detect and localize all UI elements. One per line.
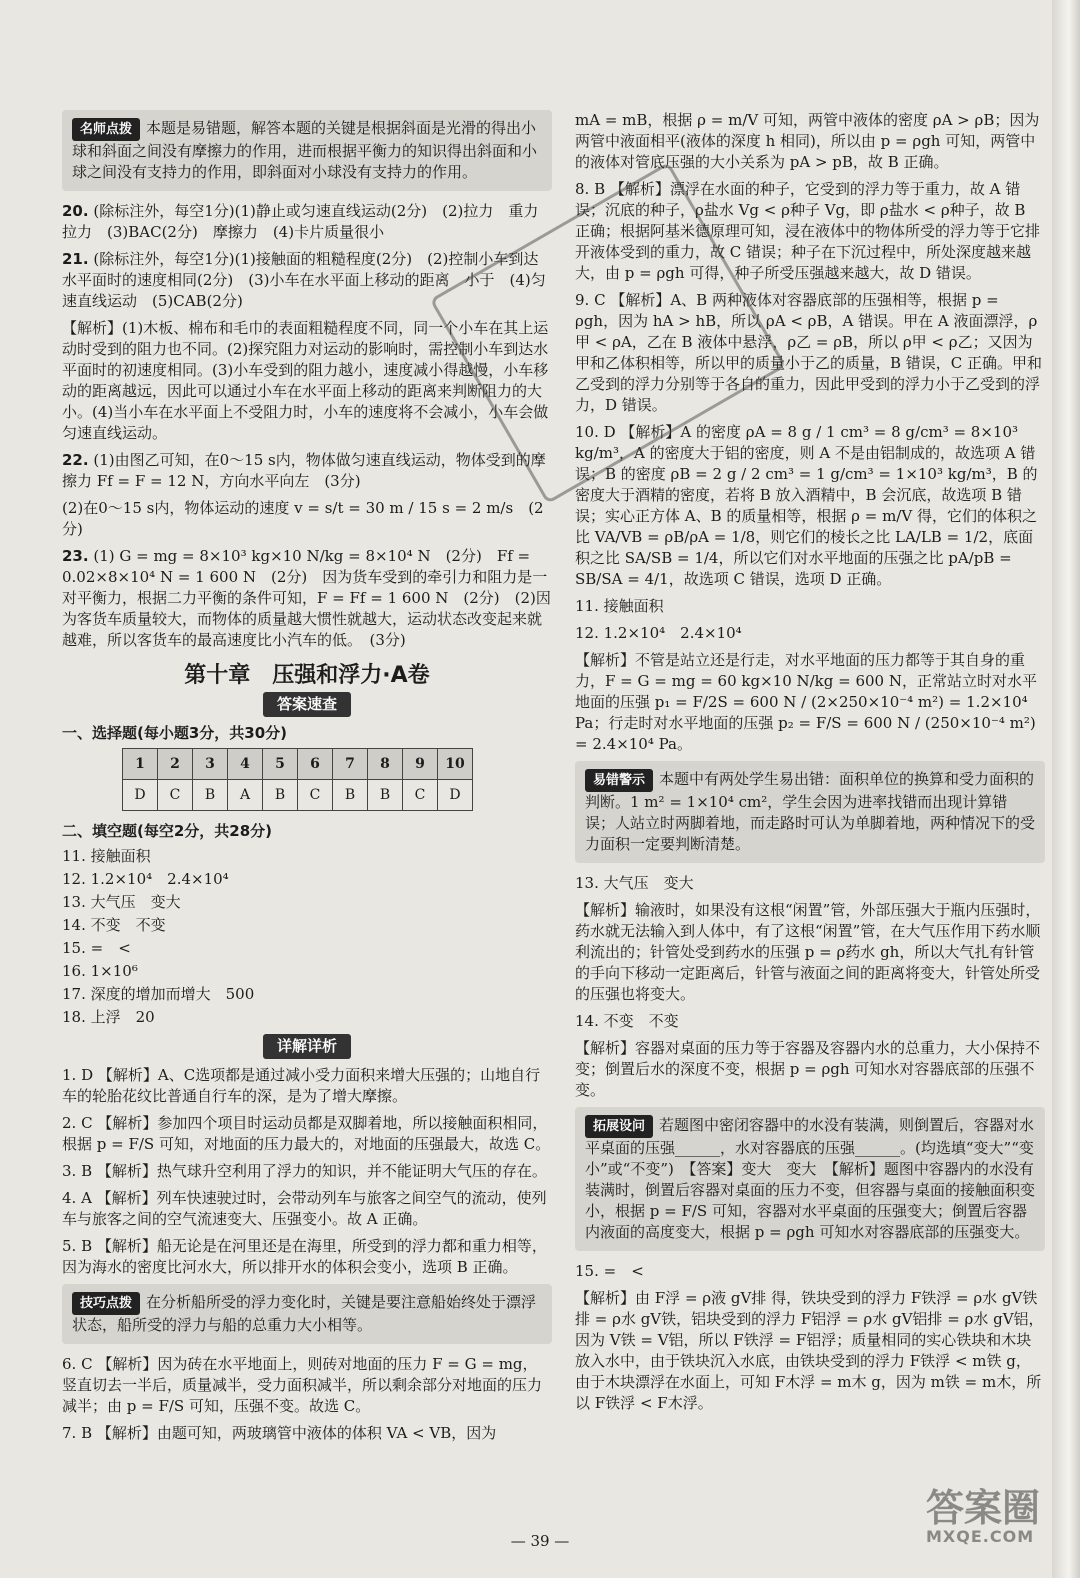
item-text: 【解析】(1)木板、棉布和毛巾的表面粗糙程度不同，同一个小车在其上运动时受到的阻力也不同。(2)探究阻力对运动的影响时，需控制小车到达水平面时的初速度相同。(3)小车受到的阻力越小，速度减小得越慢，小车移动的距离越远，因此可以通过小车在水平面上移动的距离来判断阻力的大小。(4)当小车在水平面上不受阻力时，小车的速度将不会减小，小车会做匀速直线运动。 <box>62 319 549 442</box>
table-cell: C <box>298 780 333 811</box>
explain-item: mA = mB，根据 ρ = m/V 可知，两管中液体的密度 ρA > ρB；因为两管中液面相平(液体的深度 h 相同)，所以由 p = ρgh 可知，两管中的液体对管底压强的大小关系为 pA > pB，故 B 正确。 <box>575 111 1040 171</box>
table-head: 9 <box>403 749 438 780</box>
explain-item: 2. C 【解析】参加四个项目时运动员都是双脚着地，所以接触面积相同，根据 p = F/S 可知，对地面的压力最大的，对地面的压强最大，故选 C。 <box>62 1114 551 1153</box>
explain-item: 【解析】输液时，如果没有这根“闲置”管，外部压强大于瓶内压强时，药水就无法输入到人体中，有了这根“闲置”管，在大气压作用下药水顺利流出的；针管处受到药水的压强 p = ρ药水 gh，所以大气扎有针管的手向下移动一定距离后，针管与液面之间的距离将变大，针管处所受的压强也将变大。 <box>575 901 1041 1003</box>
item-text: (2)在0～15 s内，物体运动的速度 v = s/t = 30 m / 15 s = 2 m/s (2分) <box>62 499 544 538</box>
table-cell: D <box>438 780 473 811</box>
table-head: 5 <box>263 749 298 780</box>
table-cell: B <box>368 780 403 811</box>
table-cell: A <box>228 780 263 811</box>
item-text: (1) G = mg = 8×10³ kg×10 N/kg = 8×10⁴ N (2分) Ff = 0.02×8×10⁴ N = 1 600 N (2分) 因为货车受到的牵引力和阻力是一对平衡力，根据二力平衡的条件可知，F = Ff = 1 600 N (2分) (2)因为客货车质量较大，而物体的质量越大惯性就越大，运动状态改变起来就越难，所以客货车的最高速度比小汽车的低。 (3分) <box>62 547 551 649</box>
explain-item: 4. A 【解析】列车快速驶过时，会带动列车与旅客之间空气的流动，使列车与旅客之间的空气流速变大、压强变小。故 A 正确。 <box>62 1189 547 1228</box>
item-number: 20. <box>62 202 89 220</box>
explain-item: 15. = < <box>575 1262 644 1280</box>
answer-22 <box>62 450 552 492</box>
explain-item: 【解析】容器对桌面的压力等于容器及容器内水的总重力，大小保持不变；倒置后水的深度不变，根据 p = ρgh 可知水对容器底部的压强不变。 <box>575 1039 1041 1099</box>
explain-item: 12. 1.2×10⁴ 2.4×10⁴ <box>575 624 742 642</box>
table-cell: B <box>263 780 298 811</box>
answer-20 <box>62 201 552 243</box>
explain-item: 9. C 【解析】A、B 两种液体对容器底部的压强相等，根据 p = ρgh，因为 hA > hB，所以 ρA < ρB，A 错误。甲在 A 液面漂浮，ρ甲 < ρA，乙在 B 液体中悬浮，ρ乙 = ρB，所以 ρ甲 < ρ乙；又因为甲和乙体积相等，所以甲的质量小于乙的质量，B 错误，C 正确。甲和乙受到的浮力分别等于各自的重力，因此甲受到的浮力小于乙受到的浮力，D 错误。 <box>575 291 1043 414</box>
fill-answer: 17. 深度的增加而增大 500 <box>62 985 255 1003</box>
table-head: 3 <box>193 749 228 780</box>
table-head: 8 <box>368 749 403 780</box>
item-text: (除标注外，每空1分)(1)静止或匀速直线运动(2分) (2)拉力 重力 拉力 (3)BAC(2分) 摩擦力 (4)卡片质量很小 <box>62 202 554 241</box>
fill-answer: 14. 不变 不变 <box>62 916 166 934</box>
explain-item: 11. 接触面积 <box>575 597 664 615</box>
explain-item: 3. B 【解析】热气球升空利用了浮力的知识，并不能证明大气压的存在。 <box>62 1162 547 1180</box>
explain-item: 14. 不变 不变 <box>575 1012 679 1030</box>
explain-item: 5. B 【解析】船无论是在河里还是在海里，所受到的浮力都和重力相等，因为海水的密度比河水大，所以排开水的体积会变小，选项 B 正确。 <box>62 1237 547 1276</box>
explain-item: 7. B 【解析】由题可知，两玻璃管中液体的体积 VA < VB，因为 <box>62 1424 497 1442</box>
warning-tip-tag: 易错警示 <box>585 769 653 792</box>
banner-label: 详解详析 <box>263 1034 351 1059</box>
table-cell: C <box>403 780 438 811</box>
table-cell: B <box>333 780 368 811</box>
answer-table <box>122 748 473 811</box>
explain-item: 10. D 【解析】A 的密度 ρA = 8 g / 1 cm³ = 8 g/cm³ = 8×10³ kg/m³，A 的密度大于铝的密度，则 A 不是由铝制成的，故选项 A 错误；B 的密度 ρB = 2 g / 2 cm³ = 1 g/cm³ = 1×10³ kg/m³，B 的密度大于酒精的密度，若将 B 放入酒精中，B 会沉底，故选项 B 错误；实心正方体 A、B 的质量相等，根据 ρ = m/V 得，它们的体积之比 VA/VB = ρB/ρA = 1/8，则它们的棱长之比 LA/LB = 1/2，底面积之比 SA/SB = 1/4，所以它们对水平地面的压强之比 pA/pB = SB/SA = 4/1，故选项 C 错误，选项 D 正确。 <box>575 423 1038 588</box>
book-spine <box>1052 0 1080 1578</box>
watermark-text: 答案圈 <box>925 1486 1040 1530</box>
answer-23 <box>62 546 552 651</box>
fill-answer: 15. = < <box>62 939 131 957</box>
table-cell: B <box>193 780 228 811</box>
teacher-tip-text: 本题是易错题，解答本题的关键是根据斜面是光滑的得出小球和斜面之间没有摩擦力的作用，进而根据平衡力的知识得出斜面和小球之间没有支持力的作用，即斜面对小球没有支持力的作用。 <box>72 119 538 181</box>
extension-box <box>575 1107 1045 1251</box>
fill-answer: 16. 1×10⁶ <box>62 962 138 980</box>
explain-item: 6. C 【解析】因为砖在水平地面上，则砖对地面的压力 F = G = mg，竖直切去一半后，质量减半，受力面积减半，所以剩余部分对地面的压力减半；由 p = F/S 可知，压强不变。故选 C。 <box>62 1355 543 1415</box>
fill-answer: 11. 接触面积 <box>62 847 151 865</box>
extension-tag: 拓展设问 <box>585 1115 653 1138</box>
teacher-tip-tag: 名师点拨 <box>72 118 140 141</box>
item-text: (除标注外，每空1分)(1)接触面的粗糙程度(2分) (2)控制小车到达水平面时的速度相同(2分) (3)小车在水平面上移动的距离 小于 (4)匀速直线运动 (5)CAB(2分) <box>62 250 546 310</box>
explain-item: 1. D 【解析】A、C选项都是通过减小受力面积来增大压强的；山地自行车的轮胎花纹比普通自行车的深，是为了增大摩擦。 <box>62 1066 541 1105</box>
table-head: 10 <box>438 749 473 780</box>
item-number: 22. <box>62 451 89 469</box>
item-text: (1)由图乙可知，在0～15 s内，物体做匀速直线运动，物体受到的摩擦力 Ff = F = 12 N，方向水平向左 (3分) <box>62 451 546 490</box>
explain-item: 【解析】不管是站立还是行走，对水平地面的压力都等于其自身的重力，F = G = mg = 60 kg×10 N/kg = 600 N，正常站立时对水平地面的压强 p₁ = F/2S = 600 N / (2×250×10⁻⁴ m²) = 1.2×10⁴ Pa；行走时对水平地面的压强 p₂ = F/S = 600 N / (250×10⁻⁴ m²) = 2.4×10⁴ Pa。 <box>575 651 1037 753</box>
section-choice-title: 一、选择题(每小题3分，共30分) <box>62 724 288 742</box>
item-number: 21. <box>62 250 89 268</box>
chapter-title: 第十章 压强和浮力·A卷 <box>184 663 430 688</box>
table-head: 6 <box>298 749 333 780</box>
fill-answer: 18. 上浮 20 <box>62 1008 155 1026</box>
item-number: 23. <box>62 547 89 565</box>
table-cell: D <box>123 780 158 811</box>
table-head: 4 <box>228 749 263 780</box>
table-cell: C <box>158 780 193 811</box>
table-head: 2 <box>158 749 193 780</box>
skill-tip-text: 在分析船所受的浮力变化时，关键是要注意船始终处于漂浮状态，船所受的浮力与船的总重力大小相等。 <box>72 1293 537 1334</box>
skill-tip-box <box>62 1284 552 1344</box>
warning-tip-text: 本题中有两处学生易出错：面积单位的换算和受力面积的判断。1 m² = 1×10⁴ cm²，学生会因为进率找错而出现计算错误；人站立时两脚着地，而走路时可认为单脚着地，两种情况下的受力面积一定要判断清楚。 <box>585 770 1036 853</box>
watermark-url: MXQE.COM <box>925 1527 1035 1546</box>
fill-answer: 12. 1.2×10⁴ 2.4×10⁴ <box>62 870 229 888</box>
table-head: 1 <box>123 749 158 780</box>
fill-answer: 13. 大气压 变大 <box>62 893 181 911</box>
extension-text: 若题图中密闭容器中的水没有装满，则倒置后，容器对水平桌面的压强______，水对容器底的压强______。(均选填“变大”“变小”或“不变”) 【答案】变大 变大 【解析】题图中容器内的水没有装满时，倒置后容器对桌面的压力不变，但容器与桌面的接触面积变小，根据 p = F/S 可知，容器对水平桌面的压强变大；倒置后容器内液面的高度变大，根据 p = ρgh 可知水对容器底部的压强变大。 <box>585 1116 1036 1241</box>
skill-tip-tag: 技巧点拨 <box>72 1292 140 1315</box>
table-head: 7 <box>333 749 368 780</box>
section-fill-title: 二、填空题(每空2分，共28分) <box>62 822 273 840</box>
explain-item: 8. B 【解析】漂浮在水面的种子，它受到的浮力等于重力，故 A 错误；沉底的种子，ρ盐水 Vg < ρ种子 Vg，即 ρ盐水 < ρ种子，故 B 正确；根据阿基米德原理可知，浸在液体中的物体所受的浮力等于它排开液体受到的重力，故 C 错误；种子在下沉过程中，所处深度越来越大，由 p = ρgh 可得，种子所受压强越来越大，故 D 错误。 <box>575 180 1041 282</box>
explain-item: 13. 大气压 变大 <box>575 874 694 892</box>
answer-22-part2 <box>62 498 552 540</box>
page-number: — 39 — <box>510 1532 570 1550</box>
explain-item: 【解析】由 F浮 = ρ液 gV排 得，铁块受到的浮力 F铁浮 = ρ水 gV铁排 = ρ水 gV铁，铝块受到的浮力 F铝浮 = ρ水 gV铝排 = ρ水 gV铝，因为 V铁 = V铝，所以 F铁浮 = F铝浮；质量相同的实心铁块和木块放入水中，由于铁块沉入水底，由铁块受到的浮力 F铁浮 < m铁 g，由于木块漂浮在水面上，可知 F木浮 = m木 g，因为 m铁 = m木，所以 F铁浮 < F木浮。 <box>575 1289 1044 1412</box>
table-header-row <box>123 749 473 780</box>
table-answer-row <box>123 780 473 811</box>
watermark-logo <box>926 1488 1040 1546</box>
teacher-tip-box <box>62 110 552 191</box>
quick-answer-banner <box>62 692 552 717</box>
detail-banner <box>62 1034 552 1059</box>
banner-label: 答案速查 <box>263 692 351 717</box>
warning-tip-box <box>575 761 1045 863</box>
